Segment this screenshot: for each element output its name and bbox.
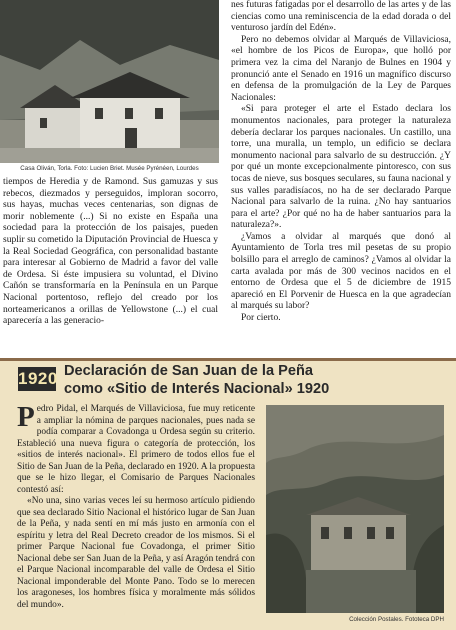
paragraph — [17, 401, 255, 496]
photo-casa-olivan — [0, 0, 219, 163]
paragraph: Pero no debemos olvidar al Marqués de Villaviciosa, «el hombre de los Picos de Europa», que holló por primera vez la cima del Naranjo de Bulnes en 1904 y pronunció ante el Senado en 1916 un magnífico discurso en defensa de la promulgación de la Ley de Parques Nacionales: — [231, 34, 451, 103]
paragraph: Por cierto. — [241, 313, 281, 324]
photo-caption-top: Casa Oliván, Torla. Foto: Lucien Briet. Musée Pyrénéen, Lourdes — [20, 165, 199, 172]
year-tag: 1920 — [18, 367, 56, 391]
paragraph: tiempos de Heredia y de Ramond. Sus gamuzas y sus rebecos, diezmados y perseguidos, imploran socorro, sus hayas, muchas veces centenarias, son dignas de morir noblemente (...) Si no existe en España una sociedad para la protección de los paisajes, pueden suplir su cometido la Diputación Provincial de Huesca y la Real Sociedad Geográfica, con personalidad bastante para interesar al Gobierno de Madrid a favor del valle de Ordesa. Si éste impusiera su voluntad, el Divino Cañón se transformaría en la Península en un Parque Nacional portentoso, reflejo del creado por los norteamericanos a orillas de Yellowstone (...) el cual aparecería a las generacio- — [3, 177, 218, 327]
photo-caption-bottom: Colección Postales. Fototeca DPH — [349, 616, 444, 623]
quote-paragraph: «No una, sino varias veces leí su hermoso artículo pidiendo que sea declarado Sitio Nacional el histórico lugar de San Juan de la Peña, y nada sentí en mí más justo en armonía con el espíritu y letra del Real Decreto creador de los mismos. Si el primer Parque Nacional fue Covadonga, el primer Sitio Nacional debe ser San Juan de la Peña, y así Aragón tendrá con el Parque Nacional incomparable del valle de Ordesa el Sitio Nacional imponderable del Monte Pano. Todo se lo merecen los aragoneses, los hombres física y moralmente más sólidos del mundo». — [17, 496, 255, 610]
box-article — [17, 401, 255, 611]
paragraph: ¿Vamos a olvidar al marqués que donó al Ayuntamiento de Torla tres mil pesetas de su propio bolsillo para el arreglo de caminos? ¿Vamos al olvidar la carta avalada por más de 300 vecinos nacidos en el entorno de Ordesa que el 5 de diciembre de 1915 apareció en El Porvenir de Huesca en la que agradecían al marqués su labor? — [231, 231, 451, 312]
heading-line-2: como «Sitio de Interés Nacional» 1920 — [64, 380, 330, 397]
paragraph: «Si para proteger el arte el Estado declara los monumentos nacionales, para proteger la naturaleza debería declarar los parques nacionales. Un castillo, una torre, una muralla, un templo, un edificio se declara monumento nacional para salvarlo de su destrucción. ¿Y por qué un monte excepcionalmente pintoresco, con sus tocas de nieve, sus bosques seculares, su fauna nacional y sus valles paradisíacos, no ha de ser declarado Parque Nacional para salvarlo de la ruina. ¿No hay santuarios para el arte? ¿Por qué no ha de haber santuarios para la naturaleza?». — [231, 104, 451, 231]
photo-san-juan-de-la-pena — [266, 405, 444, 613]
paragraph-text: edro Pidal, el Marqués de Villaviciosa, fue muy reticente a ampliar la nómina de parques nacionales, pues nada se podía comparar a Covadonga u Ordesa según su criterio. Estableció una nueva figura o categoría de protección, los «sitios de interés nacional». El primero de todos ellos fue el Sitio de San Juan de la Peña, declarado en 1920. A la propuesta que se le hizo llegar, el Comisario de Parques Nacionales contestó así: — [17, 404, 255, 495]
article-column-right — [231, 0, 451, 325]
paragraph: nes futuras fatigadas por el desarrollo de las artes y de las ciencias como una reminiscencia de la edad dorada o del venturoso jardín del Edén». — [231, 0, 451, 34]
article-column-left — [3, 177, 218, 328]
heading-line-1: Declaración de San Juan de la Peña — [64, 363, 314, 379]
section-heading — [64, 363, 449, 398]
drop-cap: P — [17, 401, 35, 433]
